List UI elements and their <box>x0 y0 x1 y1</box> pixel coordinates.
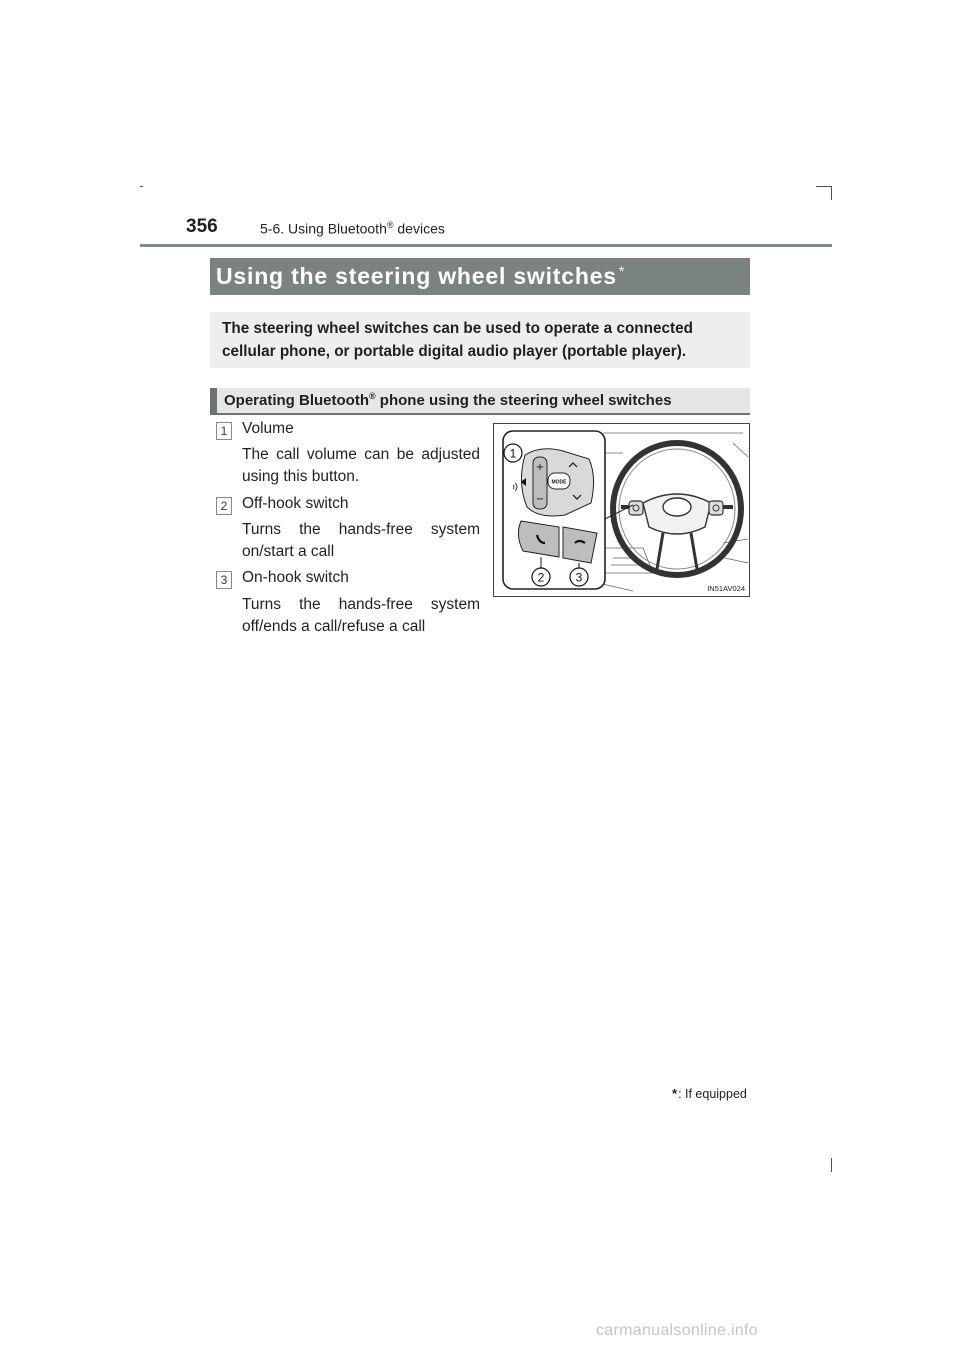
footnote-asterisk: * <box>672 1086 678 1101</box>
svg-text:2: 2 <box>537 570 545 585</box>
subsection-accent <box>210 388 217 414</box>
footnote-text: : If equipped <box>678 1087 747 1101</box>
subsection-rule <box>210 413 750 415</box>
section-title-text: Using the steering wheel switches <box>216 263 617 289</box>
item-title-on-hook: On-hook switch <box>242 569 349 586</box>
callout-1 <box>504 444 522 462</box>
running-head <box>260 220 445 237</box>
crop-mark-top-right-v <box>831 186 832 200</box>
running-head-tail: devices <box>393 220 445 237</box>
page-number: 356 <box>186 216 218 237</box>
callout-2 <box>532 568 550 586</box>
intro-text: The steering wheel switches can be used to operate a connected cellular phone, or portable digital audio player (portable player). <box>222 320 693 360</box>
registered-mark: ® <box>369 391 376 401</box>
minus-icon: − <box>535 494 545 505</box>
crop-mark-top-right-h <box>816 186 832 187</box>
item-number-2: 2 <box>216 497 232 515</box>
item-description-on-hook: Turns the hands-free system off/ends a call/refuse a call <box>242 596 480 635</box>
subsection-title-a: Operating Bluetooth <box>224 392 369 409</box>
plus-icon: + <box>535 462 545 473</box>
registered-mark: ® <box>386 220 394 230</box>
crop-mark-top-left <box>140 186 143 187</box>
item-title-off-hook: Off-hook switch <box>242 495 349 512</box>
item-description-off-hook: Turns the hands-free system on/start a call <box>242 521 480 560</box>
svg-text:3: 3 <box>575 570 583 585</box>
subsection-title <box>224 391 672 409</box>
item-title-volume: Volume <box>242 420 294 437</box>
subsection-title-b: phone using the steering wheel switches <box>375 392 672 409</box>
svg-text:1: 1 <box>509 446 517 461</box>
section-title <box>216 263 625 290</box>
steering-wheel-switch-illustration <box>493 423 750 597</box>
figure-code: IN51AV024 <box>707 584 745 593</box>
item-number-3: 3 <box>216 571 232 589</box>
running-head-text: 5-6. Using Bluetooth <box>260 220 387 237</box>
mode-button-label: MODE <box>551 479 567 486</box>
item-number-1: 1 <box>216 422 232 440</box>
watermark: carmanualsonline.info <box>596 1322 758 1339</box>
item-description-volume: The call volume can be adjusted using this button. <box>242 446 480 485</box>
header-rule <box>140 244 832 247</box>
footnote <box>672 1086 747 1101</box>
crop-mark-bottom-right <box>831 1158 832 1172</box>
callout-3 <box>570 568 588 586</box>
equipped-asterisk: * <box>618 263 626 279</box>
